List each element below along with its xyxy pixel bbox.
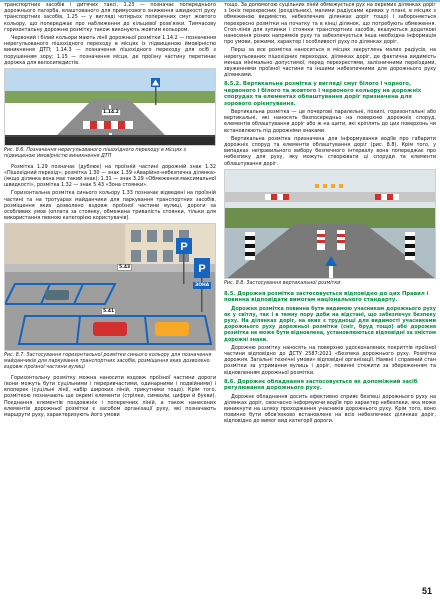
figure-8-8: [224, 169, 436, 279]
section-8-6-heading: 8.6. Дорожнє обладнання застосовується як допоміжний засіб регулювання дорожнього руху.: [224, 378, 418, 392]
left-column: [4, 2, 216, 420]
right-paragraph-5: Дорожню розмітку наносять на поверхню удосконалених покриттів проїзної частини відповідно до ДСТУ 2587:2021 «Безпека дорожнього руху. Розмітка дорожня. Загальні технічні умови» відповідні організації. Наявні і справний стан розмітки за утримання вулиць і доріг, повинні стежити за збереженням та відновленням дорожньої розмітки.: [224, 344, 436, 376]
left-paragraph-2: Червоний і білий кольори мають лінії дорожньої розмітки 1.14.2 — позначення нерегульованого пішохідного переходу в місцях із підвищеною ймовірністю виникнення ДТП; 1.14.3 — позначення пішохідного переходу для осіб з порушенням зору; 1.15 — позначення місця, де проїзну частину перетинає доріжка для велосипедистів.: [4, 35, 216, 66]
figure-8-7-caption: Рис. 8.7. Застосування горизонтальної розмітки синього кольору для позначення майданчиків для паркування транспортних засобів, розміщення яких дозволено вздовж проїзної частини вулиці: [4, 353, 212, 371]
figure-8-7: [4, 223, 216, 351]
right-paragraph-6: Дорожнє обладнання досить ефективно сприяє безпеці дорожнього руху на ділянках доріг, своєчасно інформуючи водіїв про характер небезпеки, яка може виникнути на шляху проходження учасників дорожнього руху. Крім того, воно повинно бути обов'язково встановлене на всіх небезпечних ділянках доріг, відповідно до вимог вид категорії дороги.: [224, 393, 436, 425]
sign-label-5-43: 5.43: [119, 265, 131, 271]
right-paragraph-3: Вертикальна розмітка — це почергові паралельні, похилі, горизонтальні або вертикальні, які наносять безпосередньо на поверхню дорожніх споруд, елементів облаштування доріг або ж на щити, які кріплять до цих поверхонь чи встановлюють під дорожніми знаками.: [224, 109, 436, 134]
svg-text:P: P: [198, 263, 206, 276]
page-number: 51: [421, 586, 432, 596]
left-paragraph-1: транспортних засобів і дитячих таксі, 1.23 — позначає попереднього дорожнього пагорба, влаштованого для примусового зниження швидкості руху транспортних засобів, 1.25 — у вигляді чотирьох поперечних смуг жовтого кольору, що попереджає про наближення до кільцевої розв'язки. Тимчасову горизонтальну дорожню розмітку також виконують жовтим кольором.: [4, 2, 216, 33]
left-paragraph-4: Горизонтальна розмітка синього кольору 1.33 позначає відведені на проїзній частині та на тротуарах майданчики для паркування транспортних засобів, розміщення яких дозволено вздовж проїзної частини вулиці, дороги за особливих умов (оплата за стоянку, обмежена тривалість стоянки, тільки для використання певною категорією користувачів).: [4, 190, 216, 222]
figure-8-7-illustration: [5, 224, 216, 351]
left-paragraph-3: Розмітка 1.29 позначає (дублює) на проїзній частині дорожній знак 1.32 «Пішохідний перехід»; розмітка 1.30 — знак 1.39 «Аварійно-небезпечна ділянка» (якщо ділянка вона має такий знак); 1.31 — знак 3.29 «Обмеження максимальної швидкості», розмітка 1.32 — знак 5.43 «Зона стоянки».: [4, 163, 216, 189]
sign-label-5-41: 5.41: [103, 309, 115, 315]
section-8-5-2-heading: 8.5.2. Вертикальна розмітка у вигляді смуг білого і чорного, червоного і білого та жовтого і червоного кольору на дорожніх спорудах та елементах облаштування доріг призначена для зорового орієнтування.: [224, 81, 422, 107]
right-paragraph-1: тощо. За допомогою суцільних ліній обмежується рух на окремих ділянках доріг з їхніх перехресних (роздільних), малими радіусами кривих у плані, в місцях з обмеженою видимістю, небезпечних ділянках доріг тощо) і забороняється перехресно розмітки на початку та в кінці ділянок, що потребують обмеження. Стоп-лінія для зупинки і стоянки транспортних засобів, вказуються додаткові нанесення різних напрямків руху та забезпечується інша необхідна інформація про умови, режими, характер і особливості руху по ділянках доріг.: [224, 2, 436, 46]
figure-8-6-illustration: [5, 69, 216, 146]
right-column: [224, 2, 436, 427]
figure-8-6: [4, 68, 216, 146]
zone-sign-label: ЗОНА: [195, 283, 210, 289]
figure-8-6-caption: Рис. 8.6. Позначення нерегульованого пішохідного переходу в місцях з підвищеною ймовірністю виникнення ДТП: [4, 148, 186, 159]
right-paragraph-2: Перш за все розмітка наноситься в місцях закруглень малих радіусів, на нерегульованих пішохідних переходах, ділянках доріг, де фактична видимість менша мінімально допустимої, перед перехрестями, залізничними переїздами, звуженнями проїзної частини та іншими небезпечними для дорожнього руху ділянками.: [224, 47, 436, 79]
figure-8-8-illustration: [225, 170, 436, 279]
figure-8-8-caption: Рис. 8.8. Застосування вертикальної розмітки: [224, 280, 341, 286]
visibility-requirement-text: Дорожня розмітка повинна бути видимою учасникам дорожнього руху як у світлу, так і в темну пору доби на відстані, що забезпечує безпеку руху. На ділянках доріг, на яких є труднощі для видимості учасниками дорожнього руху дорожньої розмітки (сніг, бруд тощо) або дорожня розмітка не може бути відновлена, установлюються відповідні за змістом дорожні знаки.: [224, 305, 436, 343]
section-8-5-heading: 8.5. Дорожня розмітка застосовується відповідно до цих Правил і повинна відповідати вимогам національного стандарту.: [224, 290, 429, 304]
svg-text:P: P: [180, 241, 188, 254]
right-paragraph-4: Вертикальна розмітка призначена для інформування водіїв про габарити дорожніх споруд та елементів облаштування доріг (рис. 8.8). Крім того, у випадках неправильного вибору безпечного інтервалу вона попереджає про небезпеку для руху, яку можуть створювати ці споруди та елементи облаштування доріг.: [224, 135, 436, 167]
marking-label-1-14-2: 1.14.2: [103, 110, 119, 116]
left-paragraph-5: Горизонтальну розмітку можна наносити вздовж проїзної частини дороги (вони можуть бути суцільними і переривчастими, одинарними і подвійними) і впоперек (суцільні лінії, набір широких ліній, трикутники тощо). Крім того, розміткою позначають ще окремі елементи (стрілки, символи, цифри й букви). Поєднання елементів поздовжніх і поперечних ліній, а також нанесених елементів дорожньої розмітки є засобом організації руху, які позначають маршрути руху, характеризують його умови: [4, 374, 216, 419]
